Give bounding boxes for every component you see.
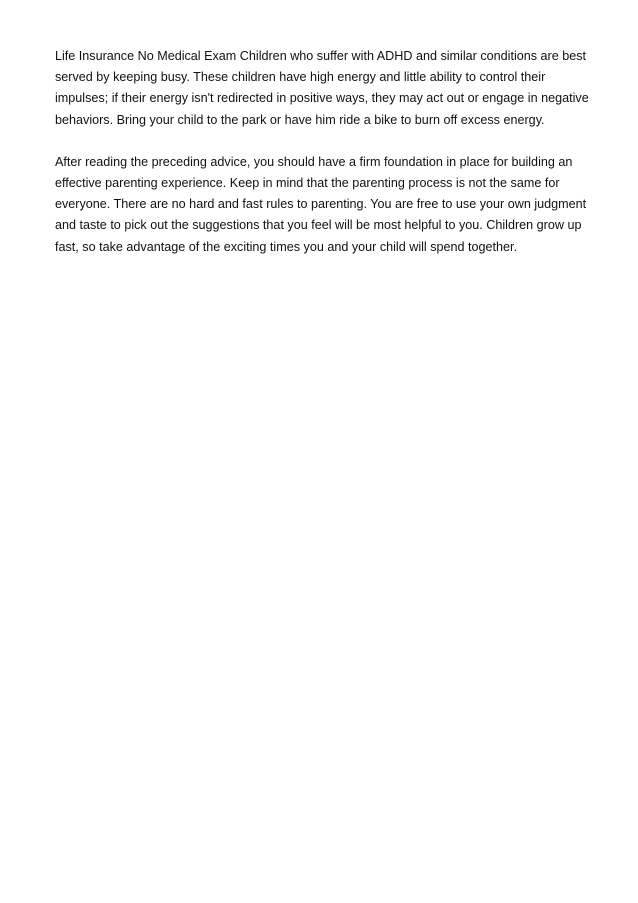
document-body [55,46,590,279]
paragraph-2: After reading the preceding advice, you should have a firm foundation in place for building an effective parenting experience. Keep in mind that the parenting process is not the same for everyone. There are no hard and fast rules to parenting. You are free to use your own judgment and taste to pick out the suggestions that you feel will be most helpful to you. Children grow up fast, so take advantage of the exciting times you and your child will spend together. [55,154,587,254]
paragraph-1: Life Insurance No Medical Exam Children who suffer with ADHD and similar conditions are best served by keeping busy. These children have high energy and little ability to control their impulses; if their energy isn't redirected in positive ways, they may act out or engage in negative behaviors. Bring your child to the park or have him ride a bike to burn off excess energy. [55,49,589,127]
